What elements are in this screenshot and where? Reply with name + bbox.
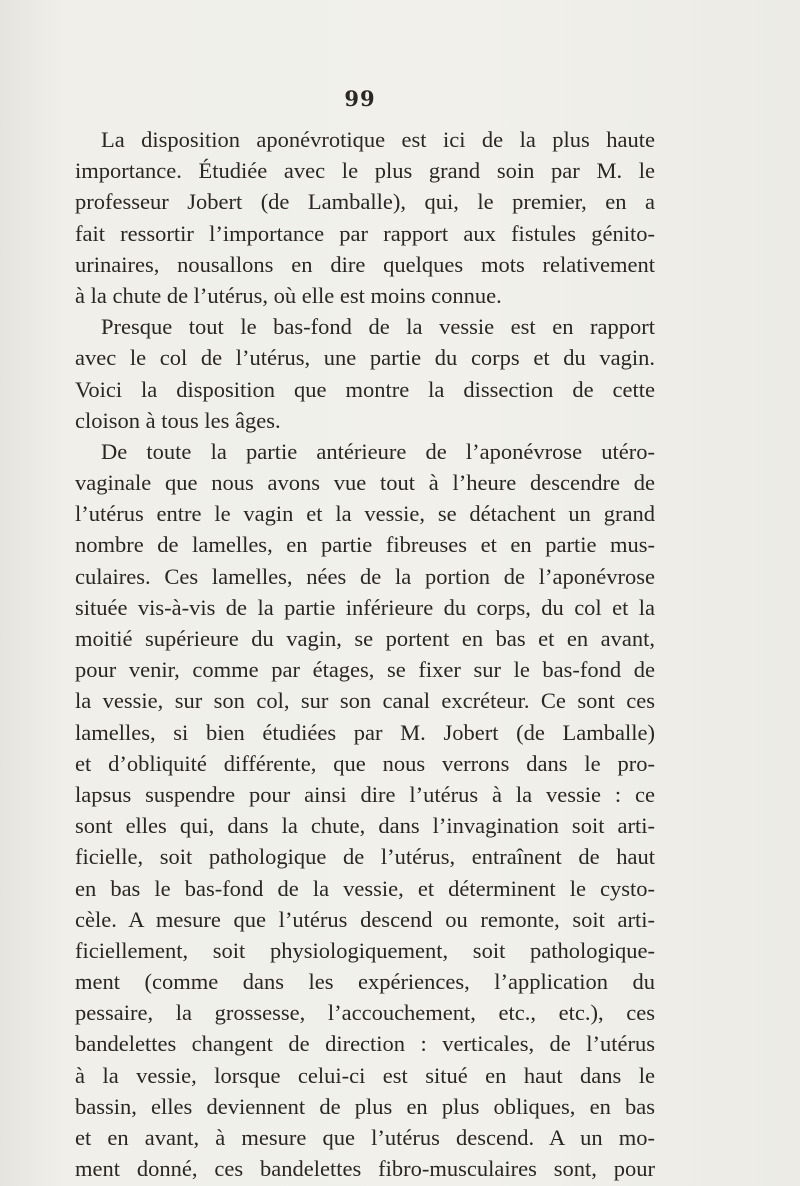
text-line: ment donné, ces bandelettes fibro-musculaires sont, pour [75,1156,655,1182]
text-line: et en avant, à mesure que l’utérus descend. A un mo- [75,1125,655,1150]
text-line: cèle. A mesure que l’utérus descend ou remonte, soit arti- [75,906,655,932]
text-line: fait ressortir l’importance par rapport aux fistules génito- [75,220,655,246]
text-line: ficielle, soit pathologique de l’utérus, entraînent de haut [75,844,655,870]
text-line: vaginale que nous avons vue tout à l’heure descendre de [75,470,655,496]
text-line: en bas le bas-fond de la vessie, et déterminent le cysto- [75,875,655,901]
paragraph-1 [75,124,655,311]
text-line: la vessie, sur son col, sur son canal excréteur. Ce sont ces [75,688,655,714]
text-line: à la vessie, lorsque celui-ci est situé en haut dans le [75,1062,655,1088]
text-line: et d’obliquité différente, que nous verrons dans le pro- [75,750,655,776]
text-line: Voici la disposition que montre la dissection de cette [75,376,655,402]
text-line: à la chute de l’utérus, où elle est moins connue. [75,282,502,308]
text-line: culaires. Ces lamelles, nées de la portion de l’aponévrose [75,563,655,589]
text-line: cloison à tous les âges. [75,407,281,433]
text-line: lamelles, si bien étudiées par M. Jobert (de Lamballe) [75,719,655,745]
text-line: lapsus suspendre pour ainsi dire l’utérus à la vessie : ce [75,781,655,807]
text-line: ment (comme dans les expériences, l’application du [75,969,655,995]
text-line: avec le col de l’utérus, une partie du corps et du vagin. [75,345,655,371]
text-line: nombre de lamelles, en partie fibreuses et en partie mus- [75,532,655,558]
text-line: La disposition aponévrotique est ici de la plus haute [101,127,655,152]
paragraph-2 [75,311,655,436]
text-line: bassin, elles deviennent de plus en plus obliques, en bas [75,1093,655,1119]
text-line: bandelettes changent de direction : verticales, de l’utérus [75,1031,655,1057]
text-line: De toute la partie antérieure de l’aponévrose utéro- [101,438,655,464]
text-line: pessaire, la grossesse, l’accouchement, etc., etc.), ces [75,1000,655,1026]
text-line: moitié supérieure du vagin, se portent en bas et en avant, [75,626,655,651]
text-line: ficiellement, soit physiologiquement, soit pathologique- [75,937,655,963]
text-line: Presque tout le bas-fond de la vessie est en rapport [101,314,655,340]
paragraph-3 [75,436,655,1185]
body-text [75,124,655,1184]
page-number: 99 [344,86,376,111]
text-line: pour venir, comme par étages, se fixer sur le bas-fond de [75,657,655,683]
text-line: importance. Étudiée avec le plus grand soin par M. le [75,158,655,184]
text-line: située vis-à-vis de la partie inférieure du corps, du col et la [75,594,655,620]
text-line: sont elles qui, dans la chute, dans l’invagination soit arti- [75,813,655,839]
text-line: urinaires, nousallons en dire quelques mots relativement [75,251,655,277]
text-line: professeur Jobert (de Lamballe), qui, le premier, en a [75,189,655,215]
text-line: l’utérus entre le vagin et la vessie, se détachent un grand [75,501,655,527]
